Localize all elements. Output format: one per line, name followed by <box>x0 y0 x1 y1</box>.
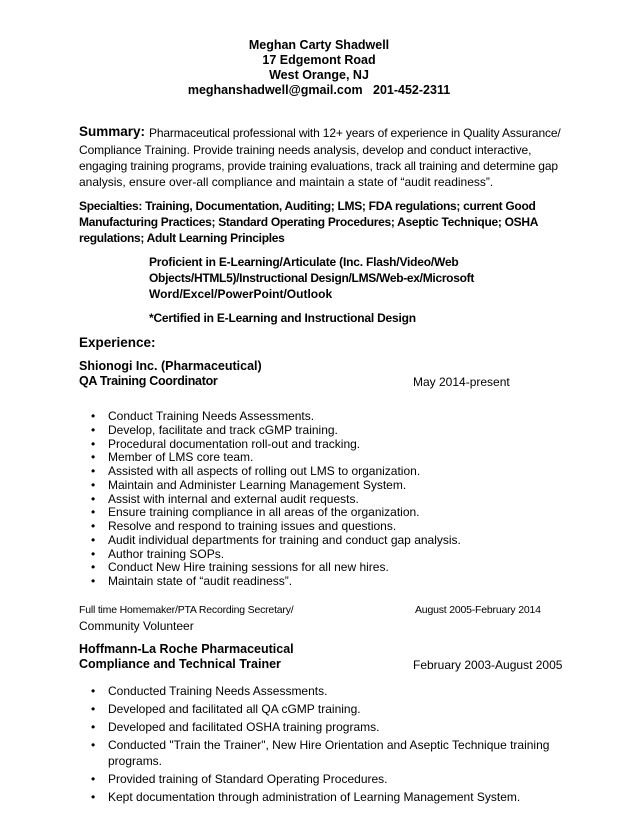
job-dates: May 2014-present <box>413 375 510 389</box>
bullet-icon: • <box>91 790 96 804</box>
candidate-name: Meghan Carty Shadwell <box>248 38 390 52</box>
job-bullet-text: programs. <box>108 754 163 768</box>
job-bullet-text: Procedural documentation roll-out and tracking. <box>108 437 361 451</box>
bullet-icon: • <box>91 533 96 547</box>
job-bullet-text: Provided training of Standard Operating Procedures. <box>108 772 388 786</box>
bullet-icon: • <box>91 492 96 506</box>
job-bullet-text: Conduct New Hire training sessions for all new hires. <box>108 560 389 574</box>
job-bullet-text: Member of LMS core team. <box>108 450 254 464</box>
address-street: 17 Edgemont Road <box>262 53 376 67</box>
experience-heading: Experience: <box>79 335 156 350</box>
job-company: Hoffmann-La Roche Pharmaceutical <box>79 642 294 656</box>
address-city: West Orange, NJ <box>269 68 369 82</box>
job-bullet-text: Resolve and respond to training issues and questions. <box>108 519 397 533</box>
bullet-icon: • <box>91 478 96 492</box>
bullet-icon: • <box>91 702 96 716</box>
email-address: meghanshadwell@gmail.com <box>187 83 363 97</box>
job-bullet-text: Conducted "Train the Trainer", New Hire Orientation and Aseptic Technique training <box>108 738 550 752</box>
job-bullet-text: Developed and facilitated all QA cGMP training. <box>108 702 361 716</box>
job-bullet-text: Kept documentation through administration of Learning Management System. <box>108 790 521 804</box>
summary-line: engaging training programs, provide training evaluations, track all training and determine gap <box>79 159 558 173</box>
job-bullet-text: Conducted Training Needs Assessments. <box>108 684 328 698</box>
job-bullet-text: Assisted with all aspects of rolling out LMS to organization. <box>108 464 421 478</box>
job-company: Shionogi Inc. (Pharmaceutical) <box>79 359 262 373</box>
bullet-icon: • <box>91 772 96 786</box>
bullet-icon: • <box>91 547 96 561</box>
job-title-continued: Community Volunteer <box>79 619 194 633</box>
job-dates: August 2005-February 2014 <box>415 604 541 616</box>
summary-line: Compliance Training. Provide training needs analysis, develop and conduct interactive, <box>79 143 532 157</box>
bullet-icon: • <box>91 574 96 588</box>
job-bullet-text: Ensure training compliance in all areas of the organization. <box>108 505 420 519</box>
certification-note: *Certified in E-Learning and Instructional Design <box>149 311 416 325</box>
summary-line: analysis, ensure over-all compliance and maintain a state of “audit readiness”. <box>79 175 494 189</box>
contact-line <box>0 83 638 97</box>
job-bullet-text: Author training SOPs. <box>108 547 225 561</box>
job-bullet-text: Audit individual departments for training and conduct gap analysis. <box>108 533 461 547</box>
proficient-line: Word/Excel/PowerPoint/Outlook <box>149 287 333 301</box>
bullet-icon: • <box>91 464 96 478</box>
bullet-icon: • <box>91 437 96 451</box>
bullet-icon: • <box>91 720 96 734</box>
job-bullet-text: Develop, facilitate and track cGMP training. <box>108 423 338 437</box>
summary-line: Pharmaceutical professional with 12+ years of experience in Quality Assurance/ <box>149 126 561 140</box>
bullet-icon: • <box>91 519 96 533</box>
bullet-icon: • <box>91 560 96 574</box>
job-title: Compliance and Technical Trainer <box>79 657 281 671</box>
bullet-icon: • <box>91 684 96 698</box>
bullet-icon: • <box>91 450 96 464</box>
proficient-line: Objects/HTML5)/Instructional Design/LMS/Web-ex/Microsoft <box>149 271 475 285</box>
specialties-line: Specialties: Training, Documentation, Auditing; LMS; FDA regulations; current Good <box>79 199 536 213</box>
phone-number: 201-452-2311 <box>373 83 451 97</box>
job-bullet-text: Assist with internal and external audit requests. <box>108 492 359 506</box>
proficient-line: Proficient in E-Learning/Articulate (Inc. Flash/Video/Web <box>149 255 459 269</box>
specialties-line: regulations; Adult Learning Principles <box>79 231 285 245</box>
summary-heading: Summary: <box>79 124 146 139</box>
job-dates: February 2003-August 2005 <box>413 658 563 672</box>
job-bullet-text: Developed and facilitated OSHA training programs. <box>108 720 380 734</box>
bullet-icon: • <box>91 738 96 752</box>
specialties-line: Manufacturing Practices; Standard Operating Procedures; Aseptic Technique; OSHA <box>79 215 539 229</box>
job-bullet-text: Maintain and Administer Learning Management System. <box>108 478 407 492</box>
bullet-icon: • <box>91 423 96 437</box>
job-title: QA Training Coordinator <box>79 374 218 388</box>
job-bullet-text: Maintain state of “audit readiness”. <box>108 574 293 588</box>
bullet-icon: • <box>91 409 96 423</box>
bullet-icon: • <box>91 505 96 519</box>
job-bullet-text: Conduct Training Needs Assessments. <box>108 409 315 423</box>
job-title: Full time Homemaker/PTA Recording Secretary/ <box>79 604 294 616</box>
